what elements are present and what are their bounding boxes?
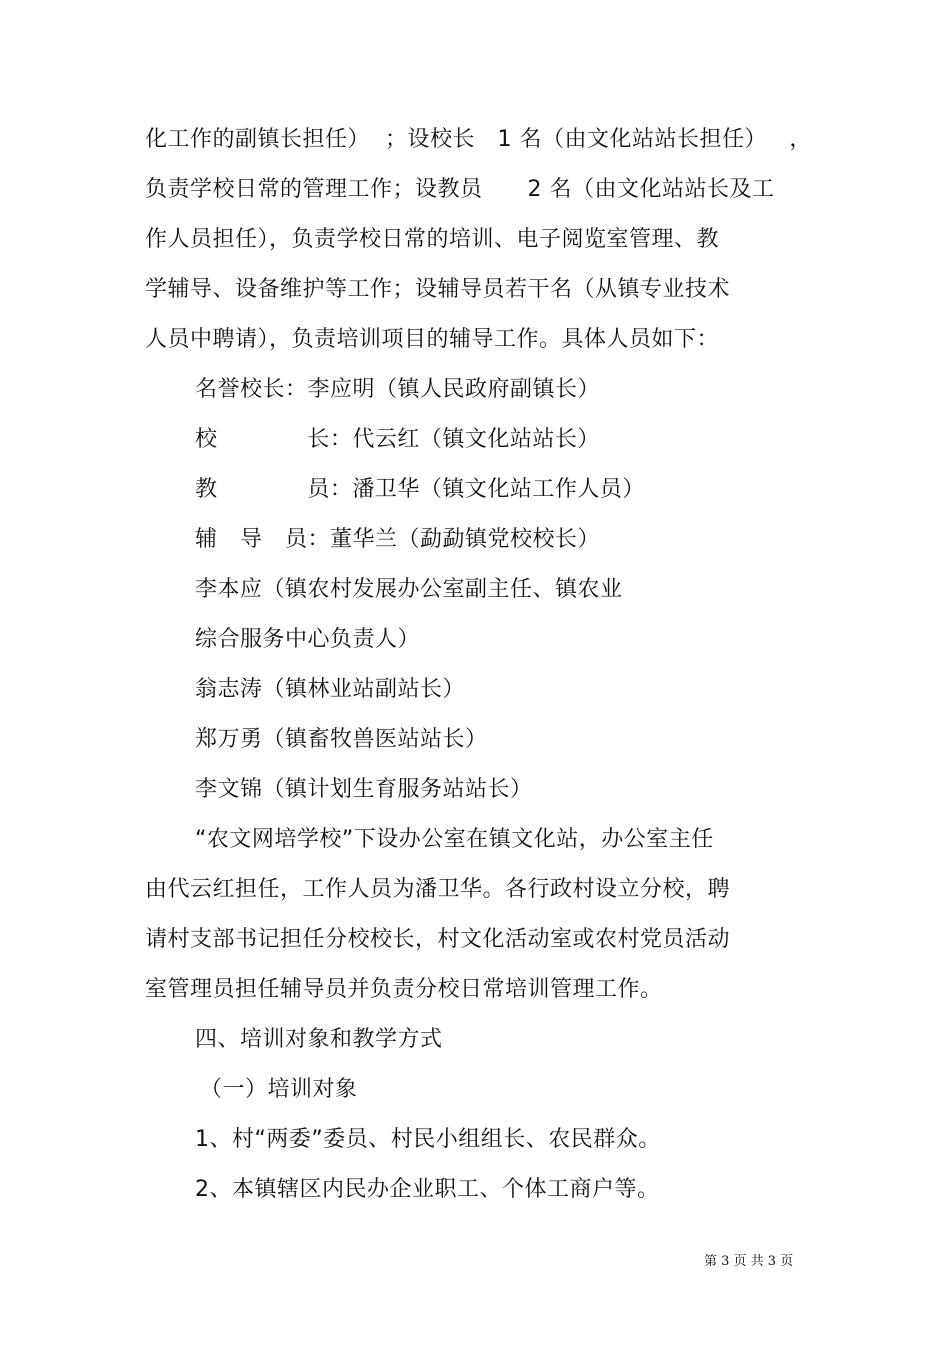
text-line: 请村支部书记担任分校校长，村文化活动室或农村党员活动	[145, 927, 731, 952]
text-line: 化工作的副镇长担任） ；设校长 1 名（由文化站站长担任） ，	[145, 127, 812, 152]
text-line: “农文网培学校”下设办公室在镇文化站，办公室主任	[195, 827, 714, 852]
text-line: 学辅导、设备维护等工作；设辅导员若干名（从镇专业技术	[145, 277, 731, 302]
text-line: 李本应（镇农村发展办公室副主任、镇农业	[195, 577, 623, 602]
text-line: 负责学校日常的管理工作；设教员 2 名（由文化站站长及工	[145, 177, 775, 202]
list-item: 2、本镇辖区内民办企业职工、个体工商户等。	[195, 1177, 660, 1202]
text-line: 李文锦（镇计划生育服务站站长）	[195, 777, 533, 802]
text-line: 郑万勇（镇畜牧兽医站站长）	[195, 727, 488, 752]
text-line: 作人员担任），负责学校日常的培训、电子阅览室管理、教	[145, 227, 720, 252]
subsection-heading: （一）培训对象	[200, 1077, 358, 1102]
text-line: 校 长：代云红（镇文化站站长）	[195, 427, 600, 452]
text-line: 室管理员担任辅导员并负责分校日常培训管理工作。	[145, 977, 663, 1002]
text-line: 由代云红担任，工作人员为潘卫华。各行政村设立分校，聘	[145, 877, 731, 902]
page-number-footer: 第 3 页 共 3 页	[704, 1254, 794, 1269]
text-line: 教 员：潘卫华（镇文化站工作人员）	[195, 477, 645, 502]
text-line: 综合服务中心负责人）	[195, 627, 421, 652]
text-line: 翁志涛（镇林业站副站长）	[195, 677, 466, 702]
text-line: 人员中聘请），负责培训项目的辅导工作。具体人员如下：	[145, 327, 720, 352]
section-heading: 四、培训对象和教学方式	[195, 1027, 443, 1052]
list-item: 1、村“两委”委员、村民小组组长、农民群众。	[195, 1127, 661, 1152]
text-line: 辅 导 员：董华兰（勐勐镇党校校长）	[195, 527, 600, 552]
text-line: 名誉校长：李应明（镇人民政府副镇长）	[195, 377, 601, 402]
